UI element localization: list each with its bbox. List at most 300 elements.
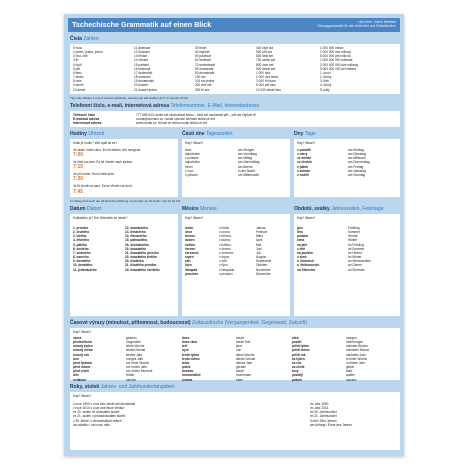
title-meta-line: Übungsgrammatik für den Unterricht und Selbststudium: [317, 24, 396, 28]
months-question: Kdy? Wann?: [185, 216, 204, 220]
list-item: příští měsíc: [292, 348, 310, 353]
days-de: [348, 148, 398, 177]
list-item: březen: [185, 234, 196, 239]
list-item: nyní: [182, 348, 189, 353]
timeexpr-col: [236, 336, 288, 382]
list-item: 20. dvacátého: [125, 246, 147, 251]
list-item: 5. pátý: [320, 87, 330, 92]
list-item: 10 000 deset tisíc: [256, 87, 281, 92]
list-item: im Herbst: [348, 250, 362, 255]
list-item: duben: [185, 238, 195, 243]
list-item: tento týden: [182, 352, 200, 357]
list-item: v roce 1990 v roce tisíc devět set devadesát: [73, 402, 136, 406]
list-item: na podzim: [297, 250, 313, 255]
seasons-box: [294, 214, 400, 316]
heading-cz: Části dne: [182, 131, 205, 137]
grammar-sheet: [64, 14, 404, 456]
timeexpr-box: [70, 328, 400, 380]
list-item: v dubnu: [219, 238, 231, 243]
list-item: 12 dvanáct: [134, 50, 150, 55]
list-item: um Mitternacht: [238, 172, 260, 177]
list-item: 19 devatenáct: [134, 79, 155, 84]
list-item: dnes ráno: [182, 340, 198, 345]
hours-text: Je čtvrt na osm. Es ist Viertel nach sieben.: [73, 160, 133, 165]
section-heading: [182, 206, 292, 213]
list-item: v úterý: [297, 152, 308, 157]
hours-text: Je tři čtvrtě na osm. Es ist Viertel vor acht.: [73, 184, 133, 189]
list-item: Februar: [256, 230, 268, 235]
list-item: an Silvester: [348, 267, 365, 272]
seasons-de: [348, 226, 398, 272]
list-item: 70 sedmdesát: [195, 62, 216, 67]
heading-de: Tage: [304, 131, 316, 137]
list-item: diesen Monat: [236, 356, 256, 361]
list-item: v zimě: [297, 255, 307, 260]
list-item: 16. šestnáctého: [125, 242, 149, 247]
hours-row: [73, 172, 173, 182]
list-item: dieses Jahr: [236, 360, 253, 365]
list-item: im 20. Jahrhundert: [310, 410, 337, 415]
list-item: nedávno: [73, 377, 87, 382]
list-item: na začátku / na konci roku: [73, 422, 111, 427]
list-item: 1 000 000 milion: [320, 46, 344, 50]
list-item: leden: [185, 226, 194, 230]
list-item: am Sonntag: [348, 172, 366, 177]
heading-de: Jahres- und Jahrhundertangaben: [100, 384, 175, 390]
heading-cz: Čísla: [70, 36, 82, 42]
numbers-box: [70, 44, 400, 94]
list-item: 777 685 543: sedm set sedmdesát sedm – šest set osmdesát pět – pět set čtyřicet tři: [136, 113, 256, 117]
list-item: 6. šestého: [73, 246, 89, 251]
list-item: letzte Woche: [126, 344, 145, 349]
list-item: večer: [185, 164, 193, 169]
days-box: [294, 139, 400, 197]
section-phone: [70, 103, 400, 110]
timeexpr-col: [73, 336, 125, 382]
list-item: 8 osm: [73, 79, 82, 84]
list-item: im Sommer: [348, 246, 365, 251]
list-item: novak@seznam.cz: novák zavináč seznam tečka cé zet: [136, 117, 215, 122]
dayparts-cz: [185, 148, 235, 177]
heading-cz: Dny: [294, 131, 304, 137]
list-item: 5 000 000 pět milionů: [320, 54, 351, 59]
list-item: nächstes Jahr: [346, 352, 366, 357]
dayparts-question: Kdy? Wann?: [185, 141, 204, 145]
list-item: 16 šestnáct: [134, 66, 151, 71]
list-item: 200 dvě stě: [195, 83, 212, 88]
list-item: 1 000 tisíc: [256, 70, 271, 75]
list-item: srpen: [185, 255, 194, 260]
list-item: ve středu: [297, 156, 312, 161]
section-numbers: [70, 36, 400, 43]
hours-row: [73, 184, 173, 194]
list-item: 14. čtrnáctého: [125, 234, 147, 239]
list-item: diese Woche: [236, 352, 255, 357]
list-item: 31. třicátého prvního: [125, 263, 157, 268]
heading-cz: Hodiny: [70, 131, 87, 137]
list-item: 4. čtvrtý: [320, 83, 332, 88]
section-hours: [70, 131, 180, 138]
list-item: za týden: [292, 356, 305, 361]
list-item: September: [256, 259, 272, 264]
list-item: brzy: [292, 369, 299, 374]
sheet-title: [68, 18, 400, 32]
timeexpr-col: [126, 336, 178, 382]
list-item: pozítří: [292, 340, 302, 345]
list-item: letos: [182, 360, 190, 365]
list-item: v roce 2014 v roce dva tisíce čtrnáct: [73, 406, 125, 411]
section-dayparts: [182, 131, 292, 138]
list-item: in den 90er Jahren: [310, 418, 337, 423]
timeexpr-question: Kdy? Wann?: [73, 330, 92, 334]
list-item: zrovna: [182, 377, 193, 382]
list-item: v 90. letech v devadesátých letech: [73, 418, 122, 423]
numbers-col: [320, 46, 398, 92]
section-heading: [294, 206, 400, 213]
list-item: 90 devadesát: [195, 70, 215, 75]
list-item: am Dienstag: [348, 152, 366, 157]
list-item: v pátek: [297, 164, 308, 169]
list-item: nächsten Monat: [346, 348, 369, 353]
list-item: 10 deset: [73, 87, 86, 92]
list-item: 30. třicátého: [125, 259, 144, 264]
list-item: vor einem Moment: [126, 369, 153, 374]
date-col: [125, 226, 177, 272]
list-item: jetzt: [236, 344, 242, 349]
list-item: letztes Jahr: [126, 352, 143, 357]
list-item: am Mittwoch: [348, 156, 366, 161]
list-item: v červenci: [219, 250, 234, 255]
heading-de: Jahreszeiten, Feiertage: [331, 206, 384, 212]
list-item: 800 osm set: [256, 62, 274, 67]
hours-time: 7:00: [73, 152, 84, 159]
list-item: v listopadu: [219, 267, 235, 272]
seasons-cz: [297, 226, 345, 272]
timeexpr-col: [182, 336, 234, 382]
list-item: za rok: [292, 360, 302, 365]
list-item: 100 sto: [195, 75, 206, 80]
section-heading: [70, 103, 400, 110]
list-item: bald: [346, 369, 353, 374]
list-item: 3. třetí: [320, 79, 330, 84]
list-item: 12. dvanáctého: [125, 226, 149, 230]
list-item: momentálně: [182, 373, 201, 378]
list-item: v noci: [185, 168, 194, 173]
list-item: před týdnem: [73, 360, 93, 365]
years-question: Kdy? Wann?: [73, 394, 92, 398]
list-item: am Nachmittag: [238, 160, 260, 165]
list-item: 6 šest: [73, 70, 82, 75]
list-item: neulich: [126, 377, 137, 382]
list-item: an Weihnachten: [348, 259, 371, 264]
list-item: 13 třináct: [134, 54, 148, 59]
list-item: gestern: [126, 336, 137, 340]
list-item: v poledne: [185, 156, 199, 161]
list-item: früher: [126, 373, 135, 378]
list-item: tento měsíc: [182, 356, 200, 361]
list-item: im 21. Jahrhundert: [310, 414, 337, 419]
list-item: léto: [297, 230, 303, 235]
list-item: 0 nula: [73, 46, 82, 50]
heading-cz: Datum: [70, 206, 86, 212]
section-seasons: [294, 206, 400, 213]
list-item: později: [292, 373, 303, 378]
list-item: am Vormittag: [238, 152, 257, 157]
list-item: Juli: [256, 250, 261, 255]
section-years: [70, 384, 400, 391]
list-item: übermorgen: [346, 340, 364, 345]
list-item: o Vánocích: [297, 259, 315, 264]
list-item: 500 pět set: [256, 50, 272, 55]
hours-row: [73, 148, 173, 158]
heading-cz: Roky, století: [70, 384, 100, 390]
list-item: heute: [236, 336, 244, 340]
section-days: [294, 131, 400, 138]
list-item: loni: [73, 356, 79, 361]
list-item: podzim: [297, 234, 309, 239]
section-months: [182, 206, 292, 213]
section-timeexpr: [70, 320, 400, 327]
list-item: 80 osmdesát: [195, 66, 214, 71]
list-item: Mai: [256, 242, 262, 247]
list-item: 5 pět: [73, 66, 81, 71]
list-item: 300 tři sta: [195, 87, 209, 92]
numbers-col: [73, 46, 131, 92]
list-item: 5. pátého: [73, 242, 87, 247]
list-item: 7. sedmého: [73, 250, 91, 255]
list-item: Januar: [256, 226, 266, 230]
list-item: 9. devátého: [73, 259, 91, 264]
list-item: heute: [236, 369, 244, 374]
heading-de: Monate: [200, 206, 217, 212]
list-item: 2 000 000 dva miliony: [320, 50, 352, 55]
phone-box: [70, 111, 400, 127]
list-item: am Montag: [348, 148, 364, 152]
hours-text: Je sedm hodin ráno. Es ist sieben Uhr morgens.: [73, 148, 142, 152]
list-item: vor einer Woche: [126, 360, 150, 365]
list-item: v neděli: [297, 172, 309, 177]
list-item: říjen: [185, 263, 192, 268]
list-item: 20 dvacet: [134, 83, 148, 88]
list-item: Dezember: [256, 271, 271, 276]
phone-labels: [73, 113, 133, 125]
list-item: im Winter: [348, 255, 362, 260]
list-item: 13. třináctého: [125, 230, 146, 235]
list-item: 23. dvacátého třetího: [125, 255, 157, 260]
list-item: zima: [297, 238, 305, 243]
heading-de: Datum: [86, 206, 102, 212]
hours-time: 7:30: [73, 176, 84, 183]
list-item: prosinec: [185, 271, 199, 276]
dayparts-box: [182, 139, 290, 197]
hours-rows: [73, 148, 173, 197]
list-item: 3 000 tři tisíce: [256, 79, 276, 84]
list-item: v květnu: [219, 242, 231, 247]
list-item: ve čtvrtek: [297, 160, 312, 165]
title-meta: [318, 20, 397, 28]
hours-question: Kolik je hodin? Wie spät ist es?: [73, 141, 118, 145]
list-item: dneska: [182, 369, 193, 374]
list-item: 1. prvního: [73, 226, 89, 230]
list-item: na Silvestra: [297, 267, 315, 272]
list-item: 5 000 000 000 pět miliard: [320, 66, 356, 71]
list-item: heute früh: [236, 340, 251, 345]
days-cz: [297, 148, 345, 177]
list-item: zítra: [292, 336, 299, 340]
heading-cz: Telefonní číslo, e-mail, internetová adresa: [70, 103, 170, 109]
title-text: Tschechische Grammatik auf einen Blick: [72, 20, 212, 29]
list-item: www.novak.cz: tři krát vé tečka novák tečka cé zet: [136, 121, 207, 126]
list-item: listopad: [185, 267, 198, 272]
years-box: [70, 392, 400, 450]
section-heading: [70, 384, 400, 391]
list-item: 14 čtrnáct: [134, 58, 148, 63]
list-item: 21 dvacet jedna: [134, 87, 157, 92]
numbers-note: Tipp: Die Zahlen 1 und 2 werden dekliniert, ebenso wie alle Zahlen ab 5 im Genitiv Plural.: [70, 96, 189, 100]
list-item: 900 devět set: [256, 66, 276, 71]
list-item: 2 000 000 000 dvě miliardy: [320, 62, 359, 67]
list-item: 18 osmnáct: [134, 75, 151, 80]
list-item: am Mittag: [238, 156, 252, 161]
list-item: před rokem: [73, 365, 91, 370]
hours-note: Im Alltag wird auch die 24-Stunden-Zählung verwendet: Je 19 hodin = Es ist 19 Uhr.: [70, 199, 182, 203]
list-item: 15 patnáct: [134, 62, 149, 67]
section-heading: [70, 131, 180, 138]
list-item: 4. čtvrtého: [73, 238, 90, 243]
list-item: morgen: [346, 336, 357, 340]
date-col: [73, 226, 123, 272]
list-item: momentan: [236, 373, 252, 378]
section-heading: [182, 131, 292, 138]
list-item: v březnu: [219, 234, 232, 239]
title-meta-line: Lida Held · Karen Bellafeld: [358, 20, 396, 24]
list-item: v pondělí: [297, 148, 311, 152]
list-item: Juni: [256, 246, 262, 251]
list-item: in einem Jahr: [346, 360, 366, 365]
list-item: teď: [182, 344, 188, 349]
list-item: eben: [236, 377, 244, 382]
years-de: [310, 402, 396, 427]
list-item: an Ostern: [348, 263, 362, 268]
list-item: včera: [73, 336, 82, 340]
list-item: gerade: [236, 365, 246, 370]
section-heading: [70, 206, 180, 213]
list-item: potom: [292, 377, 302, 382]
list-item: Oktober: [256, 263, 268, 268]
list-item: v prosinci: [219, 271, 233, 276]
heading-de: Zeitausdrücke (Vergangenheit, Gegenwart, Zukunft): [191, 320, 308, 326]
list-item: 2. druhý: [320, 75, 332, 80]
phone-values: [136, 113, 396, 125]
days-question: Kdy? Wann?: [297, 141, 316, 145]
list-item: November: [256, 267, 271, 272]
list-item: vor einem Jahr: [126, 365, 148, 370]
list-item: před chvílí: [73, 369, 89, 374]
list-item: 15. patnáctého: [125, 238, 148, 243]
list-item: v červnu: [219, 246, 232, 251]
list-item: 30 třicet: [195, 46, 207, 50]
months-cz-loc: [219, 226, 255, 276]
list-item: 2 000 dva tisíce: [256, 75, 279, 80]
list-item: im Frühling: [348, 242, 364, 247]
list-item: za chvíli: [292, 365, 305, 370]
hours-time: 7:45: [73, 188, 84, 195]
list-item: 9 devět: [73, 83, 84, 88]
list-item: am Samstag: [348, 168, 366, 173]
hours-box: [70, 139, 178, 197]
list-item: v říjnu: [219, 263, 228, 268]
heading-cz: Časové výrazy (minulost, přítomnost, budoucnost): [70, 320, 191, 326]
hours-time: 7:15: [73, 164, 84, 171]
list-item: 1 jeden, jedna, jedno: [73, 50, 103, 55]
list-item: září: [185, 259, 191, 264]
list-item: am Donnerstag: [348, 160, 370, 165]
list-item: příští týden: [292, 344, 310, 349]
seasons-question: Kdy? Wann?: [297, 216, 316, 220]
list-item: nächste Woche: [346, 344, 368, 349]
list-item: květen: [185, 242, 196, 247]
list-item: 400 čtyři sta: [256, 46, 274, 50]
list-item: v lednu: [219, 226, 230, 230]
heading-de: Uhrzeit: [88, 131, 105, 137]
list-item: Herbst: [348, 234, 358, 239]
list-item: 1 000 000 000 miliarda: [320, 58, 353, 63]
list-item: 21. dvacátého prvního: [125, 250, 159, 255]
list-item: dnes: [182, 336, 190, 340]
list-item: 7 sedm: [73, 75, 84, 80]
date-box: [70, 214, 178, 316]
section-date: [70, 206, 180, 213]
list-item: voriges Jahr: [126, 356, 144, 361]
months-box: [182, 214, 290, 316]
list-item: Frühling: [348, 226, 360, 230]
heading-de: Tageszeiten: [205, 131, 233, 137]
list-item: dřív: [73, 373, 79, 378]
list-item: v únoru: [219, 230, 230, 235]
list-item: 11. jedenáctého: [73, 267, 97, 272]
list-item: 40 čtyřicet: [195, 50, 210, 55]
hours-text: Je půl osmé. Es ist halb acht.: [73, 172, 115, 177]
list-item: im Jahr 1990: [310, 402, 329, 406]
list-item: 101 sto jedna: [195, 79, 215, 84]
list-item: 5 000 pět tisíc: [256, 83, 276, 88]
list-item: jaro: [297, 226, 303, 230]
list-item: in einer Woche: [346, 356, 368, 361]
list-item: 10. desátého: [73, 263, 93, 268]
list-item: 11 jedenáct: [134, 46, 151, 50]
list-item: 600 šest set: [256, 54, 274, 59]
heading-de: Telefonnummer, E-Mail, Internetadresse: [170, 103, 260, 109]
list-item: ráno: [185, 148, 192, 152]
list-item: in der Nacht: [238, 168, 256, 173]
list-item: předevčírem: [73, 340, 92, 345]
date-question: Kolikátého je? Der Wievielte ist heute?: [73, 216, 128, 220]
list-item: E-mailová adresa: [73, 117, 100, 122]
list-item: nun: [236, 348, 242, 353]
list-item: v létě: [297, 246, 306, 251]
list-item: 4 čtyři: [73, 62, 82, 67]
list-item: April: [256, 238, 263, 243]
list-item: červenec: [185, 250, 199, 255]
section-heading: [294, 131, 400, 138]
list-item: am Freitag: [348, 164, 364, 169]
list-item: o půlnoci: [185, 172, 198, 177]
list-item: únor: [185, 230, 193, 235]
dayparts-de: [238, 148, 288, 177]
list-item: minulý měsíc: [73, 348, 94, 353]
list-item: danach: [346, 377, 357, 382]
list-item: odpoledne: [185, 160, 200, 165]
